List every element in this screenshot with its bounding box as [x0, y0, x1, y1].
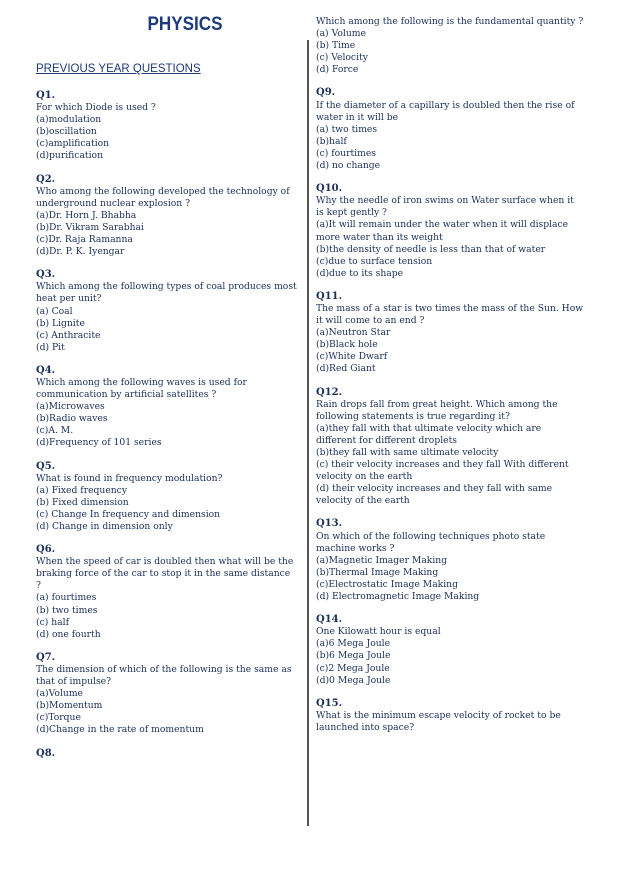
answer-option: (d)due to its shape — [316, 267, 404, 279]
answer-option: (a)Neutron Star — [316, 327, 391, 339]
answer-option: (d)Frequency of 101 series — [36, 437, 162, 449]
answer-option: (d) their velocity increases and they fall with same velocity of the earth — [316, 483, 553, 507]
question-text: The dimension of which of the following is the same as that of impulse? — [36, 663, 292, 688]
question-block — [36, 174, 298, 259]
answer-option: (b) Lignite — [36, 317, 85, 329]
answer-option: (a) two times — [316, 123, 378, 135]
answer-option: (c) Velocity — [316, 52, 368, 64]
question-block — [36, 90, 298, 163]
question-text: When the speed of car is doubled then what will be the braking force of the car to stop it in the same distance ? — [36, 556, 294, 592]
answer-option: (b)Thermal Image Making — [316, 566, 439, 578]
answer-option: (d)purification — [36, 150, 104, 162]
answer-option: (a)6 Mega Joule — [316, 638, 391, 650]
answer-option: (c)Electrostatic Image Making — [316, 578, 458, 590]
answer-option: (c)amplification — [36, 138, 110, 150]
answer-option: (b)Black hole — [316, 339, 378, 351]
question-number: Q1. — [36, 90, 56, 101]
answer-option: (d) no change — [316, 160, 381, 172]
question-text: On which of the following techniques photo state machine works ? — [316, 530, 546, 554]
question-number: Q9. — [316, 87, 336, 99]
answer-option: (b)Dr. Vikram Sarabhai — [36, 221, 144, 233]
question-number: Q11. — [316, 290, 343, 302]
answer-option: (b) Fixed dimension — [36, 496, 129, 508]
answer-option: (b) Time — [316, 40, 356, 52]
question-number: Q2. — [36, 173, 56, 185]
answer-option: (b)Momentum — [36, 700, 103, 712]
question-number: Q4. — [36, 364, 56, 376]
answer-option: (c) Change In frequency and dimension — [36, 508, 221, 520]
answer-option: (d)Red Giant — [316, 363, 376, 375]
question-text: For which Diode is used ? — [36, 102, 156, 114]
answer-option: (c) Anthracite — [36, 329, 101, 341]
answer-option: (c)A. M. — [36, 425, 74, 437]
answer-option: (b)6 Mega Joule — [316, 650, 391, 662]
answer-option: (c) fourtimes — [316, 147, 376, 159]
answer-option: (d) Pit — [36, 341, 65, 353]
answer-option: (b) two times — [36, 604, 98, 616]
answer-option: (d) Force — [316, 64, 359, 76]
answer-option: (c) half — [36, 616, 69, 628]
question-text: If the diameter of a capillary is doubled then the rise of water in it will be — [316, 99, 575, 123]
question-text: Which among the following types of coal produces most heat per unit? — [36, 281, 297, 305]
question-block — [316, 183, 584, 280]
answer-option: (a)Dr. Horn J. Bhabha — [36, 209, 137, 221]
question-text: What is the minimum escape velocity of rocket to be launched into space? — [316, 709, 561, 733]
question-number: Q5. — [36, 460, 56, 472]
answer-option: (a)Volume — [36, 688, 83, 700]
question-text: What is found in frequency modulation? — [36, 472, 223, 484]
question-text: Rain drops fall from great height. Which among the following statements is true regarding it? — [316, 398, 558, 422]
answer-option: (d)Dr. P. K. Iyengar — [36, 246, 125, 258]
question-block — [36, 652, 298, 737]
answer-option: (b)half — [316, 135, 347, 147]
question-text: Who among the following developed the technology of underground nuclear explosion ? — [36, 185, 290, 209]
question-number: Q10. — [316, 183, 343, 195]
page-title: PHYSICS — [147, 14, 223, 35]
question-number: Q12. — [316, 386, 343, 398]
question-block — [316, 698, 584, 734]
answer-option: (d) Electromagnetic Image Making — [316, 591, 480, 603]
question-text: The mass of a star is two times the mass of the Sun. How it will come to an end ? — [316, 302, 584, 327]
answer-option: (b)they fall with same ultimate velocity — [316, 447, 499, 458]
question-number: Q3. — [36, 269, 56, 281]
answer-option: (b)oscillation — [36, 126, 97, 138]
answer-option: (a)modulation — [36, 114, 102, 126]
answer-option: (d)Change in the rate of momentum — [36, 724, 204, 736]
answer-option: (a)Microwaves — [36, 401, 105, 413]
answer-option: (c)Dr. Raja Ramanna — [36, 234, 133, 246]
answer-option: (d)0 Mega Joule — [316, 674, 391, 686]
answer-option: (c)2 Mega Joule — [316, 662, 390, 674]
answer-option: (a)Magnetic Imager Making — [316, 554, 448, 566]
answer-option: (a) fourtimes — [36, 592, 97, 604]
question-block — [316, 87, 584, 172]
question-text: Why the needle of iron swims on Water surface when it is kept gently ? — [316, 195, 574, 219]
answer-option: (c)due to surface tension — [316, 255, 433, 267]
question-block — [36, 748, 298, 760]
right-column — [316, 16, 584, 745]
question-number: Q6. — [36, 544, 56, 556]
question-number: Q15. — [316, 697, 343, 709]
question-text: Which among the following is the fundamental quantity ? — [316, 16, 584, 27]
left-column — [36, 90, 298, 771]
answer-option: (c)Torque — [36, 712, 81, 724]
answer-option: (c)White Dwarf — [316, 351, 388, 363]
answer-option: (a) Coal — [36, 305, 73, 317]
question-number: Q7. — [36, 651, 56, 663]
question-number: Q13. — [316, 518, 343, 530]
question-block — [316, 291, 584, 376]
answer-option: (b)Radio waves — [36, 413, 108, 425]
question-text: Which among the following waves is used for communication by artificial satellites ? — [36, 376, 247, 401]
column-divider — [307, 40, 309, 826]
question-block — [316, 518, 584, 603]
question-block — [316, 614, 584, 687]
answer-option: (a)they fall with that ultimate velocity which are different for different droplets — [316, 422, 542, 446]
answer-option: (c) their velocity increases and they fall With different velocity on the earth — [316, 459, 569, 483]
question-block — [36, 461, 298, 534]
answer-option: (b)the density of needle is less than that of water — [316, 243, 546, 255]
question-block — [316, 16, 584, 76]
question-text: One Kilowatt hour is equal — [316, 626, 441, 638]
answer-option: (a) Fixed frequency — [36, 484, 128, 496]
answer-option: (d) one fourth — [36, 628, 101, 640]
question-block — [36, 544, 298, 641]
question-number: Q8. — [36, 747, 56, 759]
question-block — [316, 387, 584, 508]
question-block — [36, 269, 298, 354]
section-subtitle: PREVIOUS YEAR QUESTIONS — [36, 63, 201, 75]
question-block — [36, 365, 298, 450]
answer-option: (d) Change in dimension only — [36, 521, 173, 532]
question-number: Q14. — [316, 614, 343, 626]
answer-option: (a)It will remain under the water when it will displace more water than its weight — [316, 219, 569, 243]
answer-option: (a) Volume — [316, 28, 366, 40]
